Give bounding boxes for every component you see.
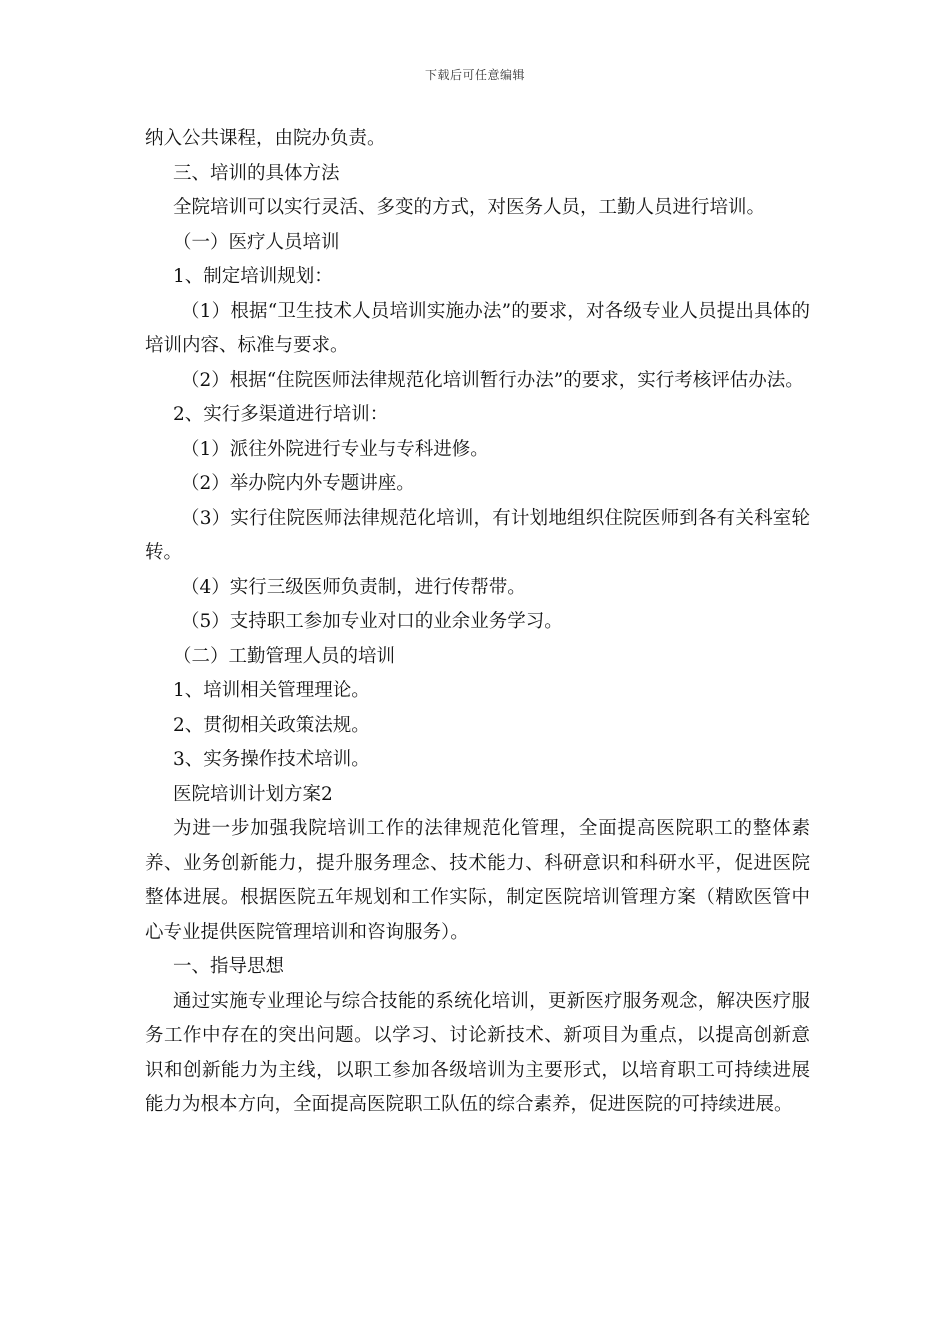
list-item: （2）根据“住院医师法律规范化培训暂行办法”的要求，实行考核评估办法。 [181, 369, 804, 391]
page-header-note: 下载后可任意编辑 [424, 68, 525, 82]
list-item: 1、培训相关管理理论。 [173, 680, 370, 701]
paragraph: 纳入公共课程，由院办负责。 [145, 128, 386, 149]
list-item: 3、实务操作技术培训。 [173, 749, 370, 770]
subsection-heading: （一）医疗人员培训 [173, 231, 340, 253]
section-heading: 三、培训的具体方法 [173, 162, 340, 184]
paragraph: 通过实施专业理论与综合技能的系统化培训，更新医疗服务观念，解决医疗服务工作中存在的突出问题。以学习、讨论新技术、新项目为重点，以提高创新意识和创新能力为主线，以职工参加各级培训为主要形式，以培育职工可持续进展能力为根本方向，全面提高医院职工队伍的综合素养，促进医院的可持续进展。 [145, 990, 810, 1115]
list-item: 2、贯彻相关政策法规。 [173, 714, 370, 736]
list-item: （4）实行三级医师负责制，进行传帮带。 [181, 576, 526, 598]
list-item: （5）支持职工参加专业对口的业余业务学习。 [181, 611, 563, 632]
list-heading: 2、实行多渠道进行培训： [173, 404, 389, 425]
subsection-heading: （二）工勤管理人员的培训 [173, 645, 396, 667]
document-title: 医院培训计划方案2 [173, 783, 333, 805]
list-item: （1）根据“卫生技术人员培训实施办法”的要求，对各级专业人员提出具体的培训内容、标准与要求。 [145, 300, 810, 356]
list-heading: 1、制定培训规划： [173, 266, 333, 287]
paragraph: 为进一步加强我院培训工作的法律规范化管理，全面提高医院职工的整体素养、业务创新能力，提升服务理念、技术能力、科研意识和科研水平，促进医院整体进展。根据医院五年规划和工作实际，制定医院培训管理方案（精欧医管中心专业提供医院管理培训和咨询服务）。 [145, 818, 810, 943]
section-heading: 一、指导思想 [173, 956, 285, 977]
document-body [145, 122, 810, 1123]
list-item: （2）举办院内外专题讲座。 [181, 473, 415, 494]
list-item: （1）派往外院进行专业与专科进修。 [181, 438, 489, 460]
paragraph: 全院培训可以实行灵活、多变的方式，对医务人员，工勤人员进行培训。 [173, 197, 766, 218]
list-item: （3）实行住院医师法律规范化培训，有计划地组织住院医师到各有关科室轮转。 [145, 507, 810, 563]
